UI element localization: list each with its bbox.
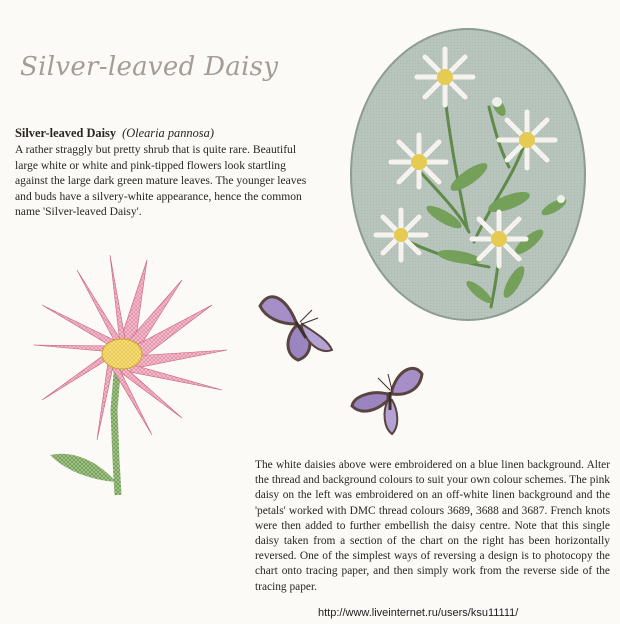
watermark-url: http://www.liveinternet.ru/users/ksu11111/ (318, 607, 519, 619)
pink-daisy-cross-stitch-image (22, 250, 242, 500)
white-daisy-flower (499, 112, 555, 168)
white-daisies-embroidery-image (349, 27, 587, 322)
butterfly-image (256, 288, 338, 362)
description-paragraph: The white daisies above were embroidered on a blue linen background. Alter the thread and background colours to suit your own colour schemes. The pink daisy on the left was embroidered on an off-white linen background and the 'petals' worked with DMC thread colours 3689, 3688 and 3687. French knots were then added to further embellish the daisy centre. Note that this single daisy taken from a section of the chart on the right has been horizontally reversed. One of the simplest ways of reversing a design is to photocopy the chart onto tracing paper, and then simply work from the reverse side of the tracing paper. (255, 459, 610, 593)
plant-name: Silver-leaved Daisy (15, 126, 117, 140)
white-daisy-flower (417, 49, 473, 105)
description-section (255, 458, 610, 595)
butterfly-image (348, 360, 430, 436)
intro-section (15, 126, 311, 219)
latin-name: (Olearia pannosa) (122, 126, 214, 140)
white-daisy-flower (391, 135, 446, 187)
intro-heading (15, 126, 311, 141)
page-title: Silver-leaved Daisy (20, 52, 279, 82)
intro-paragraph: A rather straggly but pretty shrub that is quite rare. Beautiful large white or white and pink-tipped flowers look startling against the large dark green mature leaves. The younger leaves and buds have a silvery-white appearance, hence the common name 'Silver-leaved Daisy'. (15, 143, 307, 219)
white-daisy-flower (472, 212, 526, 266)
white-daisy-flower (376, 210, 426, 260)
